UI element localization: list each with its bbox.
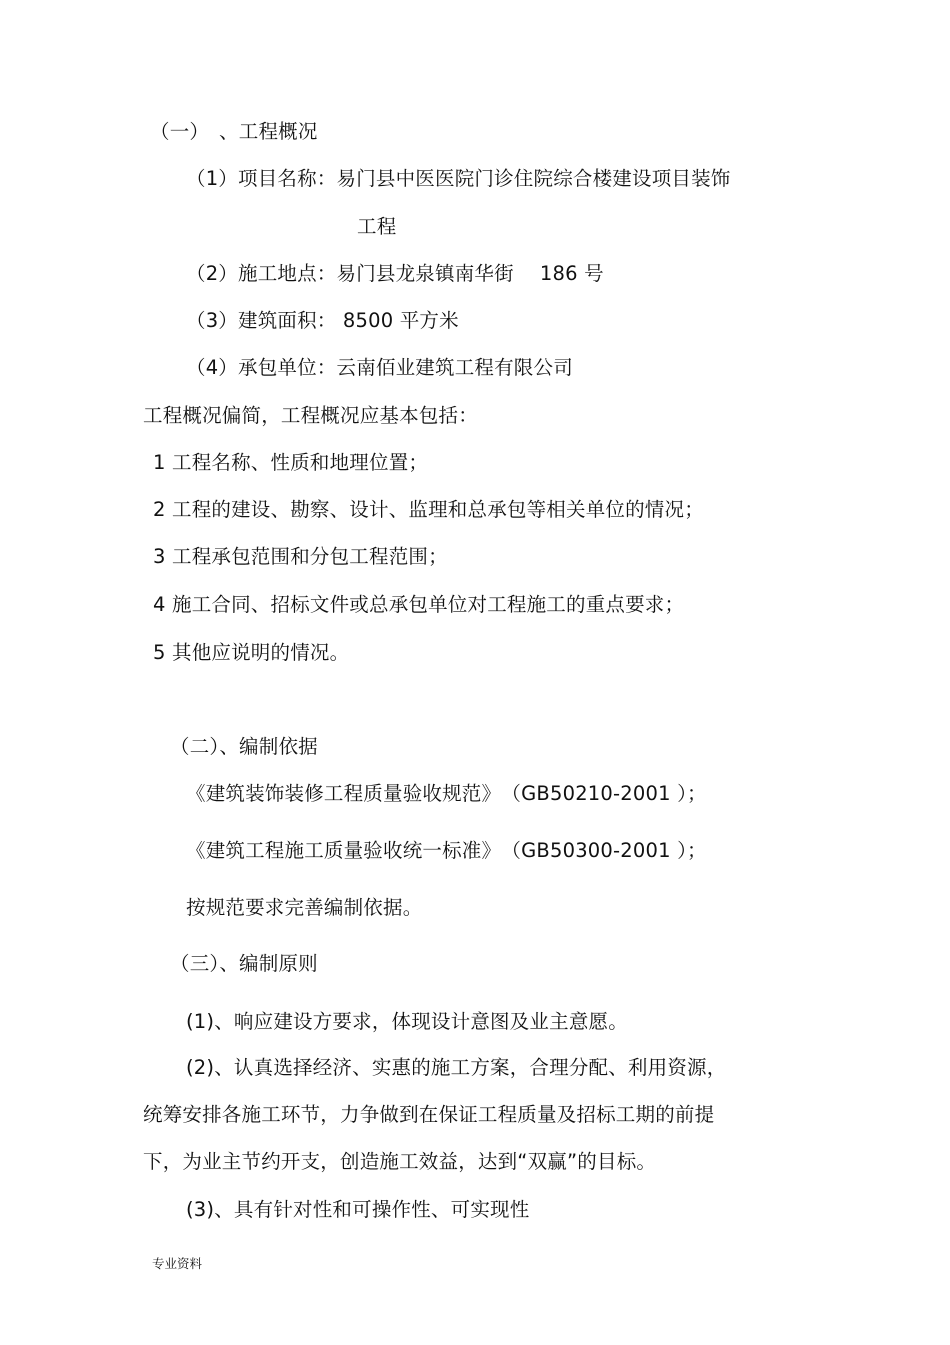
contractor-line: （4）承包单位：云南佰业建筑工程有限公司 [186, 356, 573, 379]
principle-3: (3)、具有针对性和可操作性、可实现性 [186, 1198, 530, 1221]
requirement-item-4: 4 施工合同、招标文件或总承包单位对工程施工的重点要求； [153, 593, 685, 616]
requirement-item-2: 2 工程的建设、勘察、设计、监理和总承包等相关单位的情况； [153, 498, 704, 521]
requirement-item-1: 1 工程名称、性质和地理位置； [153, 451, 429, 474]
building-area-line: （3）建筑面积： 8500 平方米 [186, 309, 459, 332]
principle-2: (2)、认真选择经济、实惠的施工方案，合理分配、利用资源， [186, 1056, 727, 1079]
principle-2-continuation-1: 统筹安排各施工环节，力争做到在保证工程质量及招标工期的前提 [143, 1103, 715, 1126]
site-location-line: （2）施工地点：易门县龙泉镇南华街 186 号 [186, 262, 604, 285]
project-name-continuation: 工程 [357, 215, 397, 238]
principle-2-continuation-2: 下，为业主节约开支，创造施工效益，达到“双赢”的目标。 [143, 1150, 657, 1173]
section1-heading: （一） 、工程概况 [150, 120, 318, 143]
section3-heading: （三）、编制原则 [170, 952, 318, 975]
basis-note: 按规范要求完善编制依据。 [186, 896, 423, 919]
overview-note: 工程概况偏简，工程概况应基本包括： [143, 404, 478, 427]
requirement-item-3: 3 工程承包范围和分包工程范围； [153, 545, 448, 568]
page-footer: 专业资料 [152, 1256, 203, 1271]
project-name-line: （1）项目名称：易门县中医医院门诊住院综合楼建设项目装饰 [186, 167, 731, 190]
requirement-item-5: 5 其他应说明的情况。 [153, 641, 350, 664]
basis-standard-1: 《建筑装饰装修工程质量验收规范》 （GB50210-2001 ）； [186, 782, 707, 805]
section2-heading: （二）、编制依据 [170, 735, 318, 758]
basis-standard-2: 《建筑工程施工质量验收统一标准》 （GB50300-2001 ）； [186, 839, 707, 862]
principle-1: (1)、响应建设方要求，体现设计意图及业主意愿。 [186, 1010, 628, 1033]
